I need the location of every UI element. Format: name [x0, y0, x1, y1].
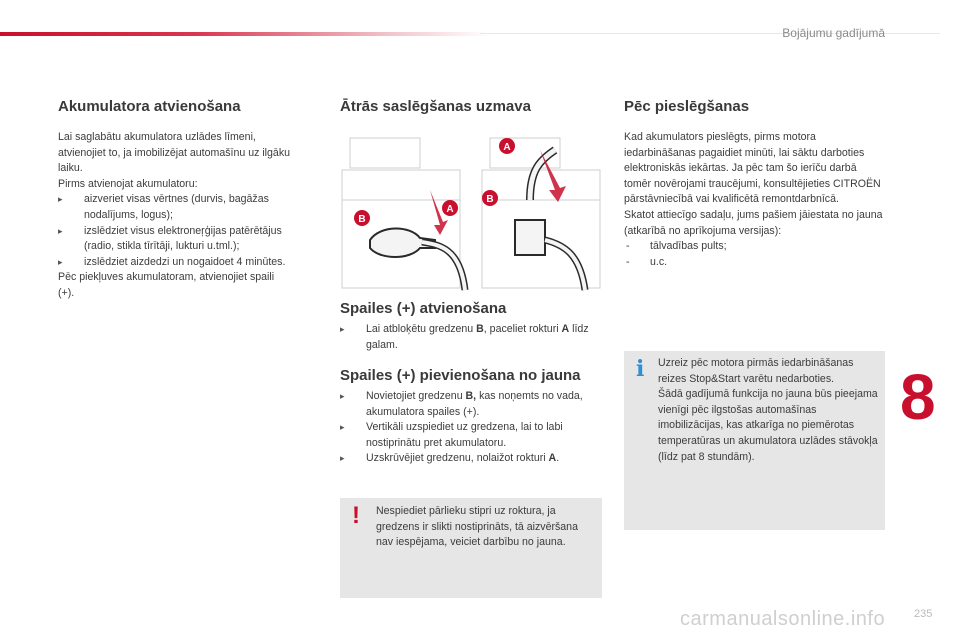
list-item: ▸ Novietojiet gredzenu B, kas noņemts no vada, akumulatora spailes (+).: [340, 390, 583, 418]
page-number: 235: [914, 608, 933, 620]
label-b-left: B: [358, 214, 366, 225]
terminal-reconnect-text: [340, 389, 602, 467]
bullet-icon: ▸: [58, 225, 63, 236]
label-a-left: A: [446, 204, 454, 215]
bullet-icon: ▸: [58, 256, 63, 267]
section-title-quick-connector: Ātrās saslēgšanas uzmava: [340, 98, 531, 115]
outro-paragraph: Pēc piekļuves akumulatoram, atvienojiet spaili (+).: [58, 271, 275, 299]
section-title-terminal-reconnect: Spailes (+) pievienošana no jauna: [340, 367, 581, 384]
bullet-icon: ▸: [340, 453, 345, 464]
header-accent-bar: [0, 32, 490, 36]
info-paragraph-2: Šādā gadījumā funkcija no jauna būs pieejama vienīgi pēc ilgstošas automašīnas imobilizācijas, kas atkarīga no piemērotas temperatūras un akumulatora uzlādes stāvokļa (līdz pat 8 stundām).: [658, 388, 878, 463]
watermark: carmanualsonline.info: [680, 608, 886, 630]
before-paragraph: Pirms atvienojat akumulatoru:: [58, 177, 198, 190]
battery-disconnect-text: [58, 130, 293, 302]
after-connect-paragraph-2: Skatot attiecīgo sadaļu, jums pašiem jāiestata no jauna (atkarībā no aprīkojuma versijas):: [624, 208, 883, 237]
info-text: [658, 356, 878, 465]
label-a-right: A: [503, 142, 511, 153]
after-connect-text: [624, 130, 886, 270]
chapter-number: 8: [900, 361, 936, 433]
terminal-disconnect-text: [340, 322, 602, 353]
section-title-after-connect: Pēc pieslēgšanas: [624, 98, 750, 115]
bullet-icon: ▸: [58, 194, 63, 205]
list-item: ▸ aizveriet visas vērtnes (durvis, bagāžas nodalījums, logus);: [58, 193, 269, 221]
warning-box: [340, 498, 602, 598]
list-item: - tālvadības pults;: [626, 240, 727, 253]
terminal-diagram: [340, 130, 602, 293]
list-item: ▸ Lai atbloķētu gredzenu B, paceliet rokturi A līdz galam.: [340, 323, 589, 351]
after-connect-paragraph-1: Kad akumulators pieslēgts, pirms motora iedarbināšanas pagaidiet minūti, lai sāktu darboties elektroniskās iekārtas. Ja pēc tam šo ierīču darbā tomēr novērojami traucējumi, konsultējieties CITROËN pārstāvniecībā vai kvalificētā remontdarbnīcā.: [624, 131, 881, 206]
list-item: ▸ izslēdziet visus elektroneŗģijas patērētājus (radio, stikla tīrītāji, lukturi u.tml.);: [58, 224, 282, 253]
bullet-icon: ▸: [340, 422, 345, 433]
bullet-icon: ▸: [340, 391, 345, 401]
list-item: ▸ izslēdziet aizdedzi un nogaidoet 4 minūtes.: [58, 255, 293, 271]
info-paragraph-1: Uzreiz pēc motora pirmās iedarbināšanas reizes Stop&Start varētu nedarboties.: [658, 357, 854, 385]
list-item: ▸ Uzskrūvējiet gredzenu, nolaižot rokturi A.: [340, 451, 602, 467]
battery-terminal-illustration: [340, 130, 602, 293]
section-title-battery-disconnect: Akumulatora atvienošana: [58, 98, 241, 115]
exclamation-icon: !: [352, 502, 360, 529]
info-box: [624, 351, 885, 530]
chapter-title: Bojājumu gadījumā: [782, 26, 885, 40]
warning-text: Nespiediet pārlieku stipri uz roktura, ja gredzens ir slikti nostiprināts, tā aizvēršana nav iespējama, veiciet darbību no jauna.: [376, 505, 578, 549]
list-item: - u.c.: [626, 255, 668, 268]
list-item: ▸ Vertikāli uzspiediet uz gredzena, lai to labi nostiprinātu pret akumulatoru.: [340, 421, 563, 449]
bullet-icon: ▸: [340, 324, 345, 334]
section-title-terminal-disconnect: Spailes (+) atvienošana: [340, 300, 507, 317]
label-b-right: B: [486, 194, 494, 205]
intro-paragraph: Lai saglabātu akumulatora uzlādes līmeni, atvienojiet to, ja imobilizējat automašīnu uz ilgāku laiku.: [58, 131, 291, 175]
info-icon: i: [636, 356, 645, 382]
